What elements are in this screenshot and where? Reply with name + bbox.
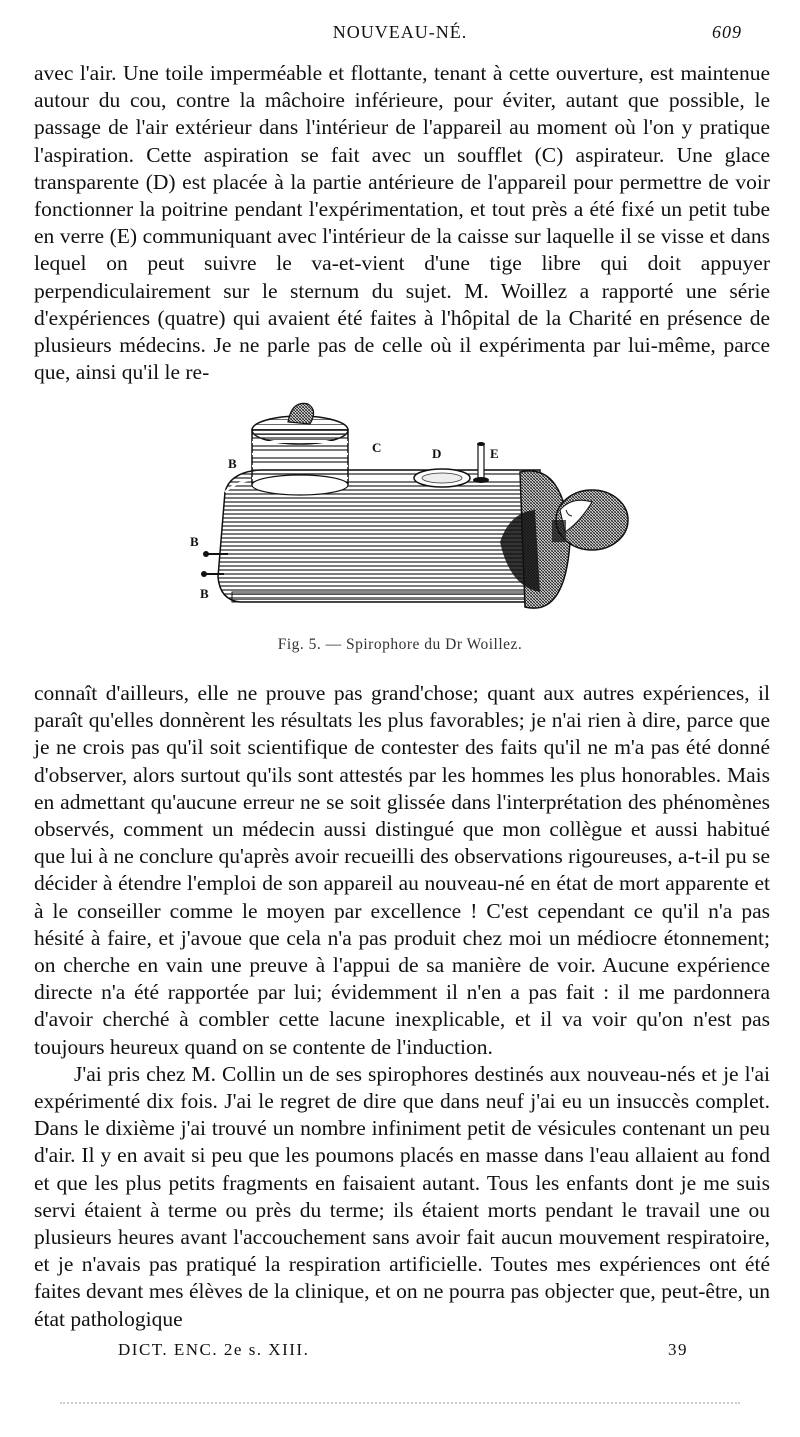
spirophore-figure (180, 392, 650, 632)
label-d: D (432, 446, 442, 461)
running-title: NOUVEAU-NÉ. (332, 22, 468, 42)
signature-mark: DICT. ENC. 2e s. XIII. (118, 1340, 310, 1359)
label-c: C (372, 440, 382, 455)
sheet-number: 39 (668, 1340, 688, 1359)
page-footer (0, 1340, 800, 1366)
bellows-c (252, 403, 348, 495)
paragraph-continued: connaît d'ailleurs, elle ne prouve pas grand'chose; quant aux autres expériences, il paraît qu'elles donnèrent les résultats les plus favorables; je n'ai rien à dire, parce que je ne crois pas qu'il soit scientifique de contester des faits qu'il ne m'a pas été donné d'observer, alors surtout qu'ils sont attestés par les hommes les plus honorables. Mais en admettant qu'aucune erreur ne se soit glissée dans l'interprétation des phénomènes observés, comment un médecin aussi distingué que mon collègue et aussi habitué que lui à ne conclure qu'après avoir recueilli des observations rigoureuses, a-t-il pu se décider à étendre l'emploi de son appareil au nouveau-né en état de mort apparente et à le conseiller comme le moyen par excellence ! C'est cependant ce qu'il n'a pas hésité à faire, et j'avoue que cela n'a pas produit chez moi un médiocre étonnement; on cherche en vain une preuve à l'appui de sa manière de voir. Aucune expérience directe n'a été rapportée par lui; évidemment il n'en a pas fait : il me pardonnera d'avoir cherché à combler cette lacune inexplicable, et il va voir qu'on n'est pas toujours heureux quand on se contente de l'induction. (34, 681, 770, 1059)
spirophore-illustration (180, 392, 650, 632)
paragraph-top: avec l'air. Une toile imperméable et flottante, tenant à cette ouverture, est maintenue autour du cou, contre la mâchoire inférieure, pour éviter, autant que possible, le passage de l'air extérieur dans l'intérieur de l'appareil au moment où l'on y pratique l'aspiration. Cette aspiration se fait avec un soufflet (C) aspirateur. Une glace transparente (D) est placée à la partie antérieure de l'appareil pour permettre de voir fonctionner la poitrine pendant l'expérimentation, et tout près a été fixé un petit tube en verre (E) communiquant avec l'intérieur de la caisse sur laquelle il se visse et dans lequel on peut suivre le va-et-vient d'une tige libre qui doit appuyer perpendiculairement sur le sternum du sujet. M. Woillez a rapporté une série d'expériences (quatre) qui avaient été faites à l'hôpital de la Charité en présence de plusieurs médecins. Je ne parle pas de celle où il expérimenta par lui-même, parce que, ainsi qu'il le re- (34, 61, 770, 385)
text-block-top (34, 60, 770, 386)
paragraph-experiments: J'ai pris chez M. Collin un de ses spirophores destinés aux nouveau-nés et je l'ai expérimenté dix fois. J'ai le regret de dire que dans neuf j'ai eu un insuccès complet. Dans le dixième j'ai trouvé un nombre infiniment petit de vésicules contenant un peu d'air. Il y en avait si peu que les poumons placés en masse dans l'eau allaient au fond et que les plus petits fragments en faisaient autant. Tous les enfants dont je me suis servi étaient à terme ou près du terme; ils étaient morts pendant le travail une ou plusieurs heures avant l'accouchement sans avoir fait aucun mouvement respiratoire, et je n'avais pas pratiqué la respiration artificielle. Toutes mes expériences ont été faites devant mes élèves de la clinique, et on ne pourra pas objecter que, peut-être, un état pathologique (34, 1061, 770, 1331)
page-number: 609 (712, 22, 742, 42)
infant-head (552, 490, 628, 550)
running-header (0, 22, 800, 50)
label-e: E (490, 446, 499, 461)
glass-window-d (414, 469, 470, 487)
figure-caption: Fig. 5. — Spirophore du Dr Woillez. (277, 636, 523, 653)
label-b-top: B (228, 456, 237, 471)
text-block-bottom (34, 680, 770, 1333)
label-b-middle: B (190, 534, 199, 549)
label-b-bottom: B (200, 586, 209, 601)
page-edge-dots (60, 1402, 740, 1406)
